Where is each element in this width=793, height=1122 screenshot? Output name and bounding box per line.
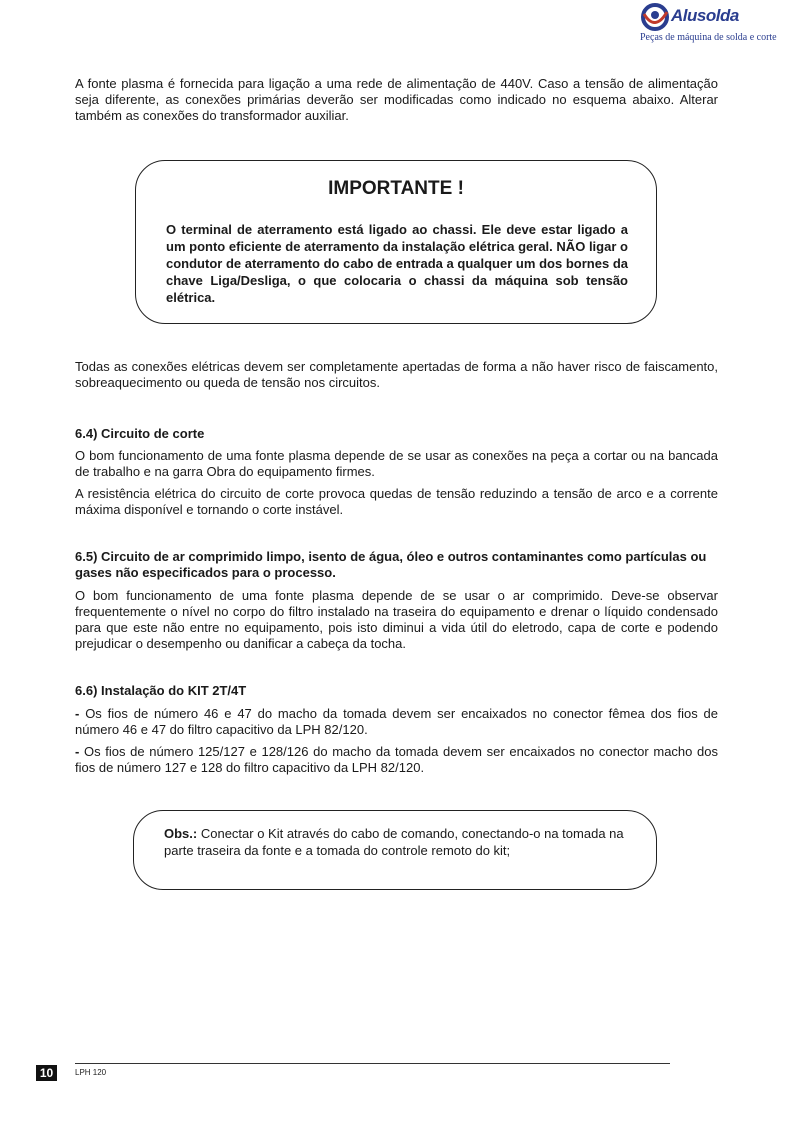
important-title: IMPORTANTE ! [328, 178, 464, 199]
important-text: O terminal de aterramento está ligado ao chassi. Ele deve estar ligado a um ponto eficiente de aterramento da instalação elétrica geral. NÃO ligar o condutor de aterramento do cabo de entrada a qualquer um dos bornes da chave Liga/Desliga, o que colocaria o chassi da máquina sob tensão elétrica. [166, 222, 628, 305]
important-box [135, 160, 657, 324]
section-6-4-heading: 6.4) Circuito de corte [75, 426, 205, 441]
obs-text [164, 825, 636, 859]
item-2-text: Os fios de número 125/127 e 128/126 do macho da tomada devem ser encaixados no conector macho dos fios de número 127 e 128 do filtro capacitivo da LPH 82/120. [75, 744, 718, 775]
section-6-6-item-1 [75, 706, 718, 738]
logo-tagline: Peças de máquina de solda e corte [640, 32, 777, 43]
footer-model: LPH 120 [75, 1068, 107, 1077]
obs-label: Obs.: [164, 826, 198, 841]
page-number: 10 [36, 1065, 57, 1081]
section-6-6-item-2 [75, 744, 718, 776]
footer-divider [75, 1063, 670, 1064]
brand-logo [638, 2, 777, 46]
section-6-6-heading: 6.6) Instalação do KIT 2T/4T [75, 683, 247, 698]
obs-body: Conectar o Kit através do cabo de comando, conectando-o na tomada na parte traseira da fonte e a tomada do controle remoto do kit; [164, 826, 624, 858]
intro-paragraph: A fonte plasma é fornecida para ligação a uma rede de alimentação de 440V. Caso a tensão de alimentação seja diferente, as conexões primárias deverão ser modificadas como indicado no esquema abaixo. Alterar também as conexões do transformador auxiliar. [75, 76, 718, 123]
obs-box [133, 810, 657, 890]
section-6-5-paragraph-1: O bom funcionamento de uma fonte plasma depende de se usar o ar comprimido. Deve-se observar frequentemente o nível no corpo do filtro instalado na traseira do equipamento e drenar o líquido condensado para que este não entre no equipamento, pois isto diminui a vida útil do eletrodo, capa de corte e podendo prejudicar o desempenho ou danificar a cabeça da tocha. [75, 588, 718, 651]
item-1-text: Os fios de número 46 e 47 do macho da tomada devem ser encaixados no conector fêmea dos fios de número 46 e 47 do filtro capacitivo da LPH 82/120. [75, 706, 718, 737]
item-2-dash: - [75, 744, 80, 759]
section-6-4-paragraph-1: O bom funcionamento de uma fonte plasma depende de se usar as conexões na peça a cortar ou na bancada de trabalho e na garra Obra do equipamento firmes. [75, 448, 718, 479]
connections-paragraph: Todas as conexões elétricas devem ser completamente apertadas de forma a não haver risco de faiscamento, sobreaquecimento ou queda de tensão nos circuitos. [75, 359, 718, 390]
logo-swoosh-icon [640, 2, 670, 32]
section-6-5-heading: 6.5) Circuito de ar comprimido limpo, isento de água, óleo e outros contaminantes como partículas ou gases não especificados para o processo. [75, 549, 707, 580]
logo-name: Alusolda [671, 6, 739, 25]
item-1-dash: - [75, 706, 80, 721]
section-6-4-paragraph-2: A resistência elétrica do circuito de corte provoca quedas de tensão reduzindo a tensão de arco e a corrente máxima disponível e tornando o corte instável. [75, 486, 718, 517]
